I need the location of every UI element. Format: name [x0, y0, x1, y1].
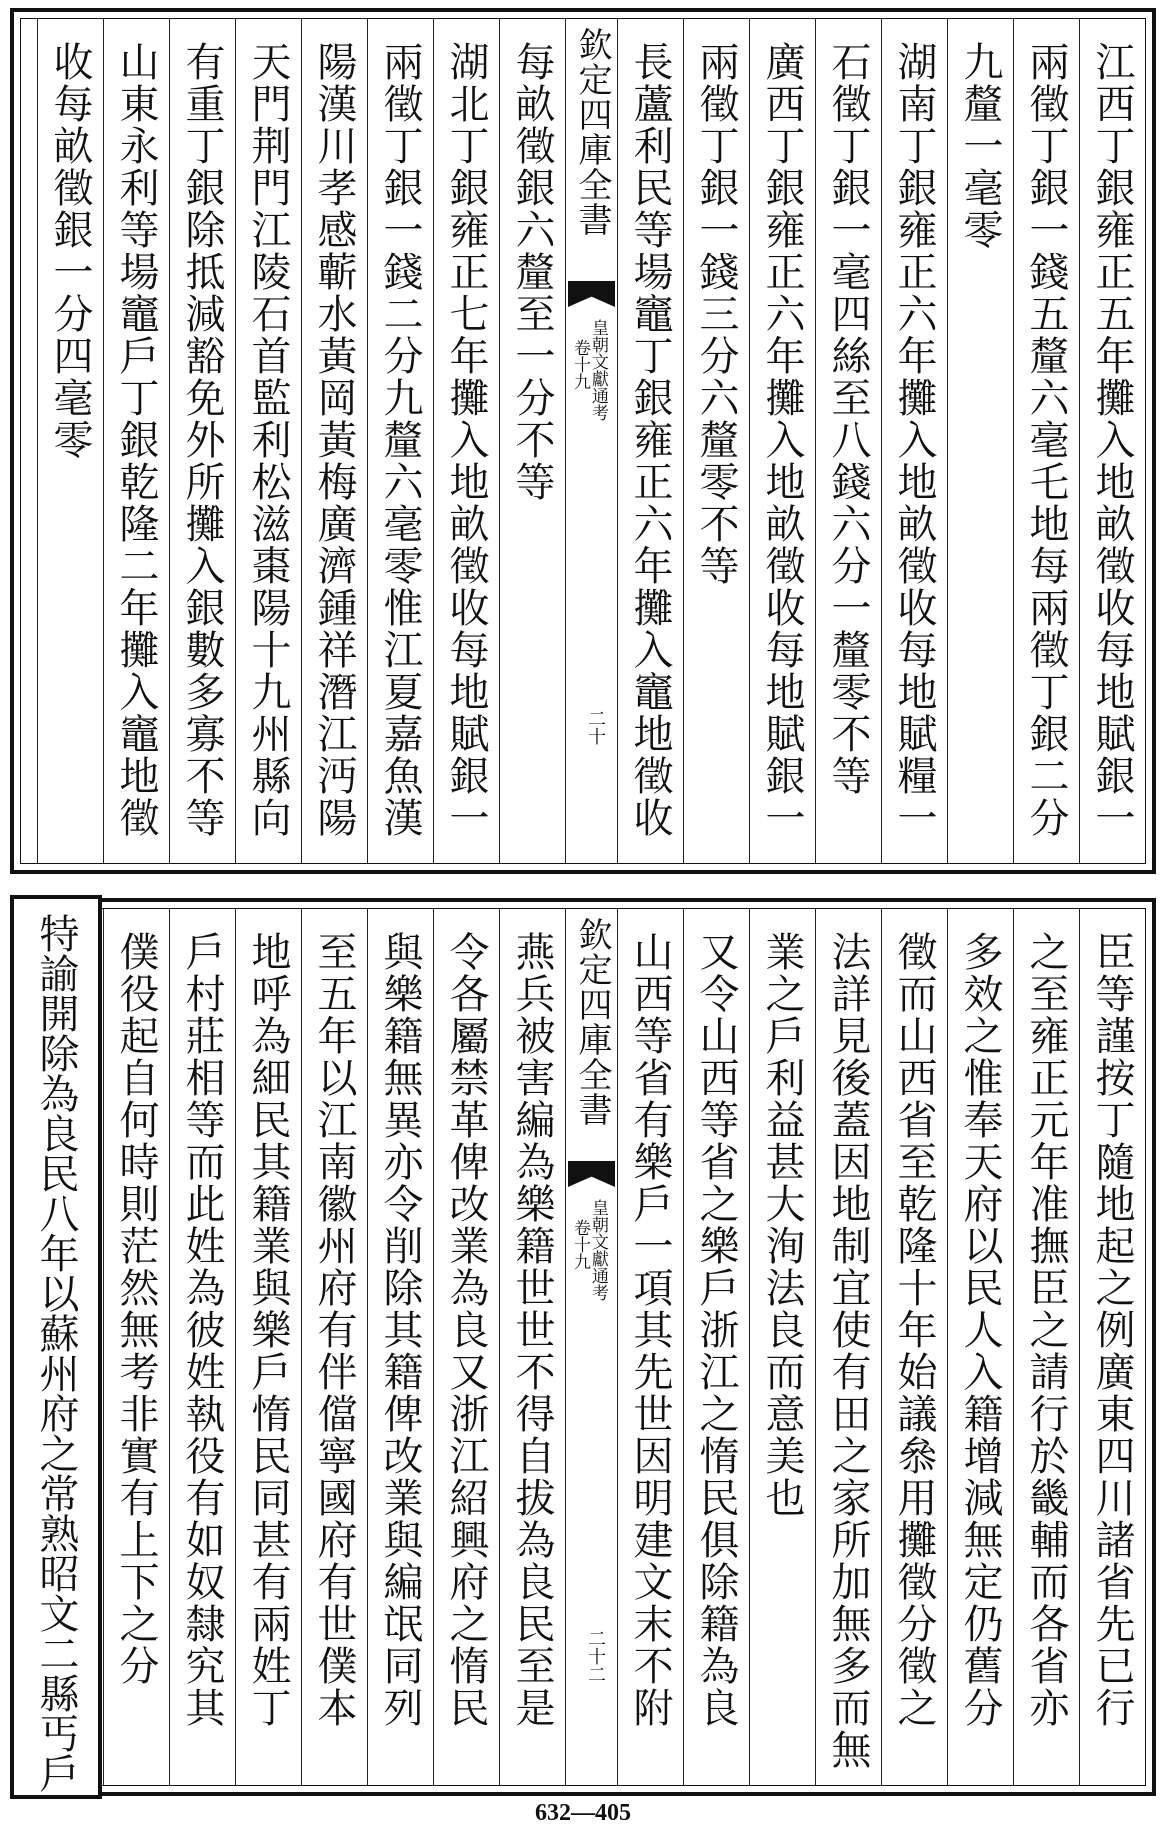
text-column: 山西等省有樂戶一項其先世因明建文末不附: [617, 909, 683, 1785]
text-column: 與樂籍無異亦令削除其籍俾改業與編氓同列: [367, 909, 433, 1785]
text-column: 臣等謹按丁隨地起之例廣東四川諸省先已行: [1079, 909, 1145, 1785]
text-column: 業之戶利益甚大洵法良而意美也: [749, 909, 815, 1785]
text-column: 令各屬禁革俾改業為良又浙江紹興府之惰民: [433, 909, 499, 1785]
text-column: 戶村莊相等而此姓為彼姓執役有如奴隸究其: [169, 909, 235, 1785]
text-column: 之至雍正元年准撫臣之請行於畿輔而各省亦: [1013, 909, 1079, 1785]
text-column: 兩徵丁銀一錢三分六釐零不等: [683, 19, 749, 863]
folio-number: 二十二: [585, 1629, 606, 1683]
text-column: 兩徵丁銀一錢五釐六毫乇地每兩徵丁銀二分: [1013, 19, 1079, 863]
text-column: 兩徵丁銀一錢二分九釐六毫零惟江夏嘉魚漢: [367, 19, 433, 863]
text-column: 每畝徵銀六釐至一分不等: [499, 19, 565, 863]
fishtail-mark: [568, 1161, 615, 1187]
raised-edict-column: [10, 895, 102, 1799]
volume-label: 卷十九: [570, 1219, 590, 1270]
text-column: 又令山西等省之樂戶浙江之惰民俱除籍為良: [683, 909, 749, 1785]
text-column: 石徵丁銀一毫四絲至八錢六分一釐零不等: [815, 19, 881, 863]
section-title: 皇朝文獻通考: [588, 319, 608, 421]
bottom-page-frame: [20, 908, 1146, 1786]
center-fold: [565, 19, 617, 863]
text-column: 地呼為細民其籍業與樂戶惰民同甚有兩姓丁: [235, 909, 301, 1785]
top-page: [10, 8, 1156, 874]
text-column: 僕役起自何時則茫然無考非實有上下之分: [103, 909, 169, 1785]
text-column: 收每畝徵銀一分四毫零: [37, 19, 103, 863]
folio-number: 二十: [585, 709, 606, 745]
text-column: 至五年以江南徽州府有伴儅寧國府有世僕本: [301, 909, 367, 1785]
text-column: 山東永利等場竈戶丁銀乾隆二年攤入竈地徵: [103, 19, 169, 863]
bottom-page-columns: [21, 909, 1145, 1785]
text-column: 江西丁銀雍正五年攤入地畝徵收每地賦銀一: [1079, 19, 1145, 863]
book-title: 欽定四庫全書: [572, 27, 612, 237]
page-number-footer: 632—405: [535, 1800, 631, 1826]
text-column: 長蘆利民等場竈丁銀雍正六年攤入竈地徵收: [617, 19, 683, 863]
text-column: 湖北丁銀雍正七年攤入地畝徵收每地賦銀一: [433, 19, 499, 863]
top-page-frame: [20, 18, 1146, 864]
book-title: 欽定四庫全書: [572, 917, 612, 1127]
section-title: 皇朝文獻通考: [588, 1199, 608, 1301]
text-column: 有重丁銀除抵減豁免外所攤入銀數多寡不等: [169, 19, 235, 863]
text-column: 燕兵被害編為樂籍世世不得自拔為良民至是: [499, 909, 565, 1785]
text-column: 陽漢川孝感蘄水黃岡黃梅廣濟鍾祥潛江沔陽: [301, 19, 367, 863]
bottom-page: [10, 898, 1156, 1796]
text-column: 法詳見後蓋因地制宜使有田之家所加無多而無: [815, 909, 881, 1785]
text-column: 九釐一毫零: [947, 19, 1013, 863]
text-column: 徵而山西省至乾隆十年始議叅用攤徵分徵之: [881, 909, 947, 1785]
text-column: 天門荆門江陵石首監利松滋棗陽十九州縣向: [235, 19, 301, 863]
text-column: 廣西丁銀雍正六年攤入地畝徵收每地賦銀一: [749, 19, 815, 863]
top-page-columns: [21, 19, 1145, 863]
text-column: 湖南丁銀雍正六年攤入地畝徵收每地賦糧一: [881, 19, 947, 863]
edict-text: 特諭開除為良民八年以蘇州府之常熟昭文二縣丐戶: [33, 913, 79, 1793]
volume-label: 卷十九: [570, 339, 590, 390]
fishtail-mark: [568, 281, 615, 307]
text-column: 多效之惟奉天府以民人入籍增減無定仍舊分: [947, 909, 1013, 1785]
center-fold: [565, 909, 617, 1785]
